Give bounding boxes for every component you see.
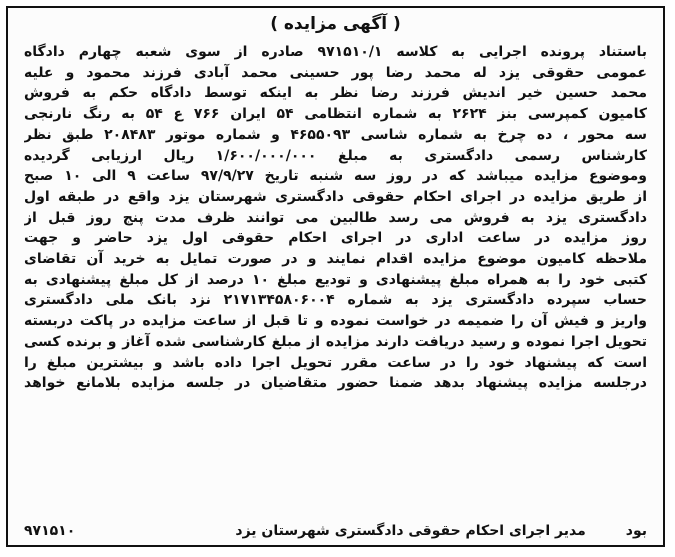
notice-line: محمد حسین خیر اندیش فرزند رضا نظر به اینکه توسط دادگاه حکم به فروش	[24, 85, 647, 102]
notice-line: کارشناس رسمی دادگستری به مبلغ ۱/۶۰۰/۰۰۰/۰۰۰ ریال ارزیابی گردیده	[24, 147, 647, 164]
notice-code: ۹۷۱۵۱۰	[24, 523, 76, 539]
notice-line: از طریق مزایده در اجرای احکام حقوقی دادگستری شهرستان یزد واقع در طبقه اول	[24, 188, 647, 205]
notice-line: سه محور ، ده چرخ به شماره شاسی ۴۶۵۵۰۹۳ و شماره موتور ۲۰۸۴۸۳ طبق نظر	[24, 126, 647, 143]
notice-line: است که پیشنهاد خود را در ساعت مقرر تحویل اجرا داده باشد و بیشترین مبلغ را	[24, 354, 647, 371]
notice-body	[24, 42, 647, 394]
notice-line: ملاحظه کامیون موضوع مزایده اقدام نمایند و در صورت تمایل به خرید آن تقاضای	[24, 251, 647, 268]
notice-line: دادگستری یزد به فروش می رسد طالبین می توانند ظرف مدت پنج روز قبل از	[24, 209, 647, 226]
notice-line: تحویل اجرا نموده و رسید دریافت دارند مزایده از مبلغ کارشناسی شده آغاز و برنده کسی	[24, 333, 647, 350]
notice-frame	[6, 6, 665, 547]
notice-signature: مدیر اجرای احکام حقوقی دادگستری شهرستان یزد	[235, 523, 586, 539]
notice-line: کتبی خود را به همراه مبلغ پیشنهادی و تودیع مبلغ ۱۰ درصد از کل مبلغ پیشنهادی به	[24, 271, 647, 288]
notice-title: ( آگهی مزایده )	[270, 14, 401, 34]
notice-line: باستناد پرونده اجرایی به کلاسه ۹۷۱۵۱۰/۱ صادره از سوی شعبه چهارم دادگاه	[24, 44, 647, 60]
notice-line: کامیون کمپرسی بنز ۲۶۲۴ به شماره انتظامی ۵۴ ایران ۷۶۶ ع ۵۴ به رنگ نارنجی	[24, 106, 647, 123]
notice-footer	[24, 523, 647, 539]
notice-line: روز مزایده در ساعت اداری در اجرای احکام حقوقی اول یزد حاضر و جهت	[24, 230, 647, 247]
notice-line: درجلسه مزایده پیشنهاد بدهد ضمنا حضور متقاضیان در جلسه مزایده بلامانع خواهد	[24, 375, 647, 392]
notice-last-word: بود	[625, 523, 647, 539]
notice-line: وموضوع مزایده میباشد که در روز سه شنبه تاریخ ۹۷/۹/۲۷ ساعت ۹ الی ۱۰ صبح	[24, 168, 647, 185]
notice-line: واریز و فیش آن را ضمیمه در خواست نموده و تا قبل از ساعت مزایده در پاکت دربسته	[24, 313, 647, 330]
notice-line: عمومی حقوقی یزد له محمد رضا پور حسینی محمد آبادی فرزند محمود و علیه	[24, 64, 647, 81]
notice-line: حساب سپرده دادگستری یزد به شماره ۲۱۷۱۳۴۵۸۰۶۰۰۴ نزد بانک ملی دادگستری	[24, 292, 647, 309]
